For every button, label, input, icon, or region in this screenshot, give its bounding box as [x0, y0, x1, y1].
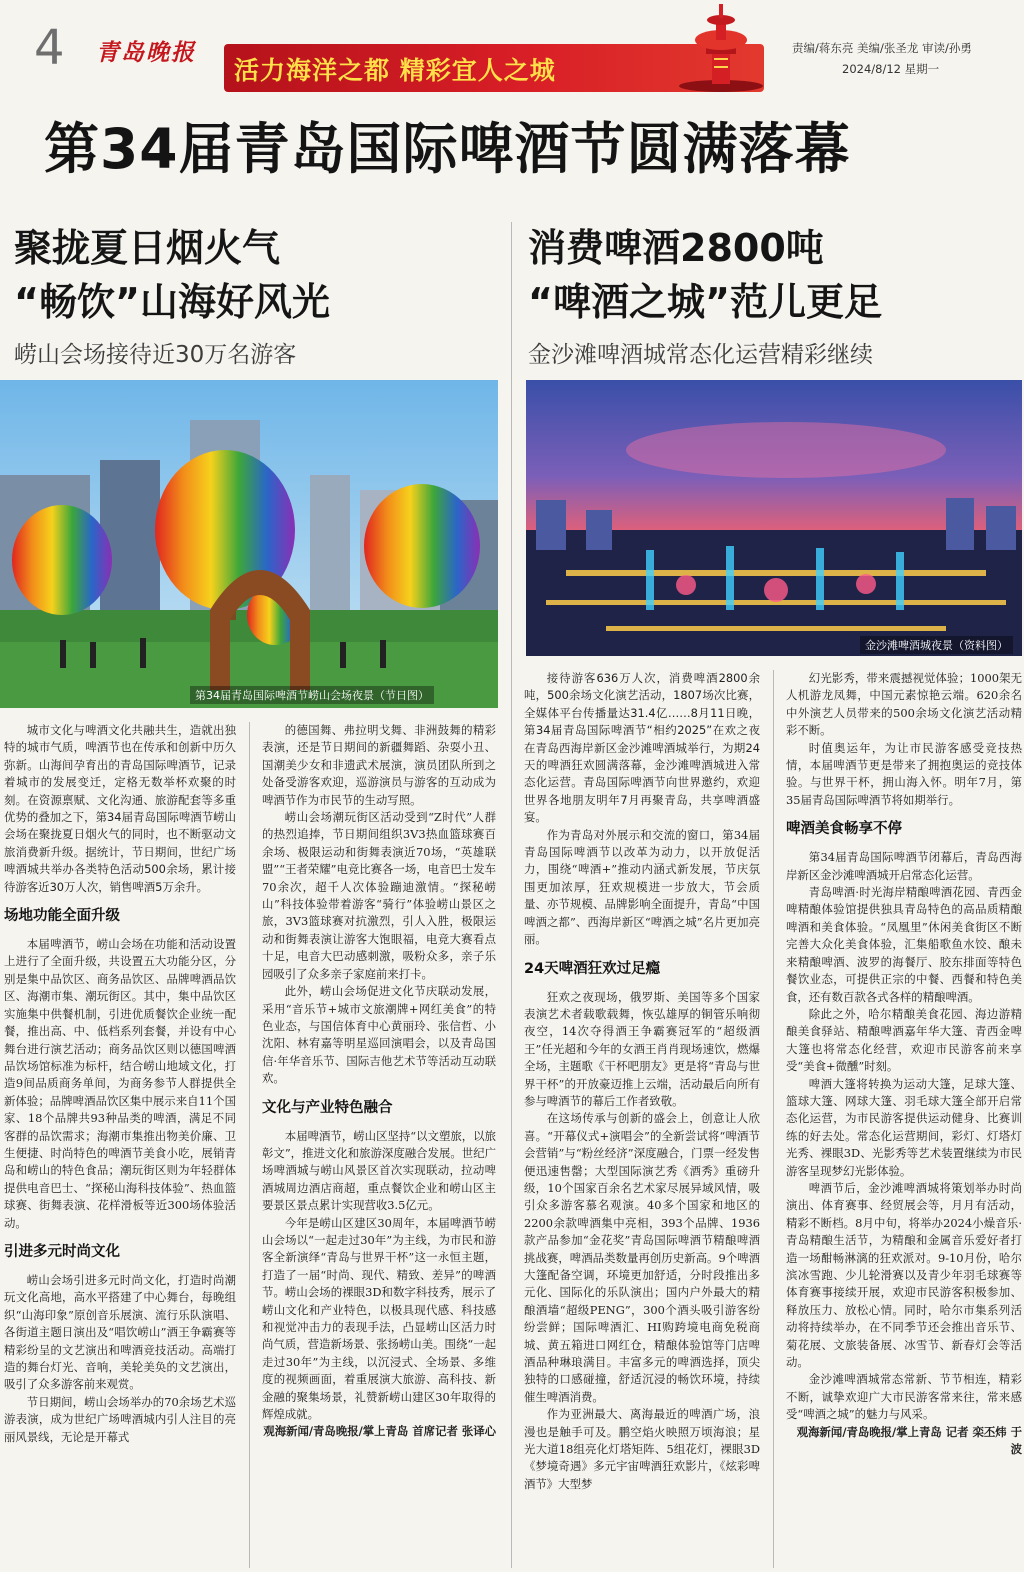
right-subheadline: 金沙滩啤酒城常态化运营精彩继续: [528, 342, 873, 368]
right-paragraph: 时值奥运年，为让市民游客感受竞技热情，本届啤酒节更是带来了拥抱奥运的竞技体验。与世界干杯，拥山海入怀。明年7月，第35届青岛国际啤酒节将如期举行。: [786, 740, 1022, 807]
left-paragraph: 本届啤酒节，崂山区坚持“以文塑旅，以旅彰文”，推进文化和旅游深度融合发展。世纪广场啤酒城与崂山风景区首次实现联动，拉动啤酒城周边酒店商超，重点餐饮企业和崂山区主要景区景点累计实现营收3.5亿元。: [262, 1128, 496, 1213]
right-byline: 观海新闻/青岛晚报/掌上青岛 记者 栾丕炜 于波: [796, 1424, 1022, 1457]
left-byline: 观海新闻/青岛晚报/掌上青岛 首席记者 张译心: [263, 1424, 496, 1439]
beer-city-night-photo: [526, 380, 1022, 656]
left-paragraph: 崂山会场潮玩街区活动受到“Z时代”人群的热烈追捧，节日期间组织3V3热血篮球赛百余场、极限运动和街舞表演近70场，“英雄联盟”“王者荣耀”电竞比赛各一场，电音巴士发车70余次，超千人次体验蹦迪激情。“探秘崂山”科技体验带着游客“骑行”体验崂山景区之旅，3V3篮球赛对抗激烈，引人入胜，极限运动和街舞表演让游客大饱眼福，电竞大赛看点十足，电音大巴动感刺激，吸粉众多，亲子乐园吸引了众多亲子家庭前来打卡。: [262, 810, 496, 981]
left-paragraph: 本届啤酒节，崂山会场在功能和活动设置上进行了全面升级，共设置五大功能分区，分别是集中品饮区、商务品饮区、品牌啤酒品饮区、海潮市集、潮玩街区。其中，集中品饮区实施集中供餐机制，引进优质餐饮企业统一配餐，推出高、中、低档系列套餐，并设有中心舞台进行演艺活动；商务品饮区则以德国啤酒品饮场馆标准为标杆，结合崂山地域文化，打造9间品质商务单间，为商务参节人群提供全新体验；品牌啤酒品饮区集中展示来自11个国家、18个品牌共93种品类的啤酒，满足不同客群的品饮需求；海潮市集推出物美价廉、卫生便捷、时尚特色的啤酒节美食小吃，展销青岛和崂山的特色食品；潮玩街区则为年轻群体提供电音巴士、“探秘山海科技体验”、热血篮球赛、街舞表演、花样滑板等近300场体验活动。: [4, 937, 236, 1230]
editor-credits: [792, 38, 972, 80]
tower-emblem-icon: [676, 2, 766, 94]
left-paragraph: 此外，崂山会场促进文化节庆联动发展，采用“音乐节+城市文旅潮牌+网红美食”的特色业态，与国信体育中心黄丽玲、张信哲、小沈阳、林宥嘉等明星巡回演唱会，以及青岛国信·年华音乐节、国际吉他艺术节等活动互动联欢。: [262, 984, 496, 1086]
left-lead-paragraph: 城市文化与啤酒文化共融共生，造就出独特的城市气质，啤酒节也在传承和创新中历久弥新。山海间孕育出的青岛国际啤酒节，记录着城市的发展变迁，定格无数举杯欢聚的时刻。在资源禀赋、文化沟通、旅游配套等多重优势的叠加之下，第34届青岛国际啤酒节崂山会场在聚拢夏日烟火气的同时，也不断驱动文旅消费新升级。据统计，节日期间，世纪广场啤酒城共举办各类特色活动500余场，累计接待游客近30万人次，销售啤酒5万余升。: [4, 723, 236, 894]
column-divider: [773, 670, 774, 1568]
left-paragraph: 崂山会场引进多元时尚文化，打造时尚潮玩文化高地，高水平搭建了中心舞台，每晚组织“山海印象”原创音乐展演、流行乐队演唱、各街道主题日演出及“唱饮崂山”酒王争霸赛等精彩纷呈的文艺演出和啤酒竞技活动。高端打造的舞台灯光、音响，美轮美奂的文艺演出，吸引了众多游客前来观赏。: [4, 1272, 236, 1392]
left-section-heading-3: 文化与产业特色融合: [262, 1099, 393, 1116]
left-headline-line-1: 聚拢夏日烟火气: [14, 226, 281, 270]
right-article-column-1: [524, 670, 760, 1568]
main-headline: 第34届青岛国际啤酒节圆满落幕: [44, 117, 851, 181]
column-divider: [249, 722, 250, 1568]
issue-date: 2024/8/12 星期一: [842, 62, 940, 76]
right-paragraph: 在这场传承与创新的盛会上，创意让人欣喜。“开幕仪式+演唱会”的全新尝试将“啤酒节会营销”与“粉丝经济”深度融合，门票一经发售便迅速售罄；大型国际演艺秀《酒秀》重磅升级，10个国家百余名艺术家尽展异域风情，吸引众多游客慕名观演。40多个国家和地区的2200余款啤酒集中亮相，393个品牌、1936款产品参加“金花奖”青岛国际啤酒节精酿啤酒挑战赛，啤酒品类数量再创历史新高。9个啤酒大篷配备空调，环境更加舒适，分时段推出多元化、国际化的乐队演出；国内户外最大的精酿酒墙“超级PENG”，300个酒头吸引游客纷纷尝鲜；国际啤酒汇、HI购跨境电商免税商城、黄五箱进口网红仓，精酿体验馆等门店啤酒品种琳琅满目。丰富多元的啤酒选择，顶尖独特的口感碰撞，舒适沉浸的畅饮环境，持续催生啤酒消费。: [524, 1111, 760, 1404]
masthead-logo: 青岛晚报: [96, 39, 196, 66]
right-section-heading-2: 啤酒美食畅享不停: [786, 821, 902, 838]
page-number: 4: [34, 20, 65, 76]
right-photo-caption: 金沙滩啤酒城夜景（资料图）: [860, 636, 1013, 654]
slogan-text: 活力海洋之都 精彩宜人之城: [234, 56, 556, 85]
right-paragraph: 作为亚洲最大、离海最近的啤酒广场，浪漫也是触手可及。鹏空焰火映照万顷海浪；星光大道18组亮化灯塔矩阵、5组花灯，裸眼3D《梦境奇遇》多元宇宙啤酒狂欢影片，《炫彩啤酒节》大型梦: [524, 1407, 760, 1491]
hot-air-balloon-photo: [0, 380, 498, 708]
left-subheadline: 崂山会场接待近30万名游客: [14, 342, 297, 368]
right-paragraph: 青岛啤酒·时光海岸精酿啤酒花园、青西金啤精酿体验馆提供独具青岛特色的高品质精酿啤酒和美食体验。“凤凰里”休闲美食街区不断完善大众化美食体验，汇集船歌鱼水饺、酿未来精酿啤酒、波罗的海餐厅、胶东排面等特色餐饮业态，可提供正宗的中餐、西餐和特色美食，还有数百款各式各样的精酿啤酒。: [786, 885, 1022, 1004]
left-headline-line-2: “畅饮”山海好风光: [14, 280, 330, 324]
left-photo-caption: 第34届青岛国际啤酒节崂山会场夜景（节日图）: [190, 686, 434, 704]
article-divider: [511, 222, 512, 1568]
right-paragraph: 第34届青岛国际啤酒节闭幕后，青岛西海岸新区金沙滩啤酒城开启常态化运营。: [786, 850, 1022, 882]
right-article-column-2: [786, 670, 1022, 1568]
left-paragraph: 今年是崂山区建区30周年，本届啤酒节崂山会场以“一起走过30年”为主线，为市民和游客全新演绎“青岛与世界干杯”这一永恒主题，打造了一届“时尚、现代、精致、差异”的啤酒节。崂山会场的裸眼3D和数字科技秀，展示了崂山文化和产业特色，以极具现代感、科技感和视觉冲击力的表现手法，凸显崂山区活力时尚气质，营造新场景、张扬崂山美。围绕“一起走过30年”为主线，以沉浸式、全场景、多维度的视频画面，着重展演大旅游、高科技、新金融的聚集场景，礼赞新崂山建区30年取得的辉煌成就。: [262, 1215, 496, 1422]
right-paragraph: 啤酒大篷将转换为运动大篷，足球大篷、篮球大篷、网球大篷、羽毛球大篷全部开启常态化运营，为市民游客提供运动健身、比赛训练的好去处。常态化运营期间，彩灯、灯塔灯光秀、裸眼3D、光影秀等艺术装置继续为市民游客呈现梦幻光影体验。: [786, 1076, 1022, 1178]
right-paragraph: 金沙滩啤酒城常态常新、节节相连，精彩不断，诚挚欢迎广大市民游客常来往，常来感受“啤酒之城”的魅力与风采。: [786, 1372, 1022, 1422]
right-lead-paragraph: 接待游客636万人次，消费啤酒2800余吨，500余场文化演艺活动，1807场次比赛，全媒体平台传播量达31.4亿……8月11日晚，第34届青岛国际啤酒节“相约2025”在欢之夜在青岛西海岸新区金沙滩啤酒城举行，为期24天的啤酒狂欢圆满落幕，金沙滩啤酒城进入常态化运营。青岛国际啤酒节向世界邀约，欢迎世界各地朋友明年7月再聚青岛，共享啤酒盛宴。: [524, 671, 760, 825]
right-paragraph: 除此之外，哈尔精酿美食花园、海边游精酿美食驿站、精酿啤酒嘉年华大篷、青西金啤大篷也将常态化经营，欢迎市民游客前来享受“美食+微醺”时刻。: [786, 1006, 1022, 1074]
right-paragraph: 作为青岛对外展示和交流的窗口，第34届青岛国际啤酒节以改革为动力，以开放促活力，围绕“啤酒+”推动内涵式新发展，节庆氛围更加浓厚，狂欢规模进一步放大，节会质量、亦节规模、品牌影响全面提升，青岛“中国啤酒之都”、西海岸新区“啤酒之城”名片更加亮丽。: [524, 827, 760, 947]
right-paragraph: 啤酒节后，金沙滩啤酒城将策划举办时尚演出、体育赛事、经贸展会等，月月有活动，精彩不断档。8月中旬，将举办2024小燥音乐·青岛精酿生活节，为精酿和金属音乐爱好者打造一场酣畅淋漓的狂欢派对。9-10月份，哈尔滨冰雪跑、少儿轮滑赛以及青少年羽毛球赛等体育赛事接续开展，欢迎市民游客积极参加、释放压力、放松心情。同时，哈尔市集系列活动将持续举办，在不同季节还会推出音乐节、菊花展、文旅装备展、冰雪节、新春灯会等活动。: [786, 1180, 1022, 1370]
left-section-heading-2: 引进多元时尚文化: [4, 1243, 120, 1260]
right-paragraph: 狂欢之夜现场，俄罗斯、美国等多个国家表演艺术者载歌载舞，恢弘雄厚的铜管乐响彻夜空，14次夺得酒王争霸赛冠军的“超级酒王”任光超和今年的女酒王肖肖现场速饮，燃爆全场，主题歌《干杯吧朋友》更是将“青岛与世界干杯”的开放豪迈推上云端，活动最后向所有参与啤酒节的幕后工作者致敬。: [524, 989, 760, 1108]
right-headline-line-1: 消费啤酒2800吨: [528, 226, 824, 270]
left-paragraph: 节日期间，崂山会场举办的70余场艺术巡游表演，成为世纪广场啤酒城内引人注目的亮丽风景线，无论是开幕式: [4, 1394, 236, 1444]
left-article-column-1: [4, 722, 236, 1568]
left-section-heading-1: 场地功能全面升级: [4, 908, 120, 925]
left-article-column-2: [262, 722, 496, 1568]
credits-line: 责编/蒋东亮 美编/张圣龙 审读/孙勇: [792, 41, 972, 55]
right-section-heading-1: 24天啤酒狂欢过足瘾: [524, 960, 661, 977]
right-headline-line-2: “啤酒之城”范儿更足: [528, 280, 882, 324]
left-paragraph: 的德国舞、弗拉明戈舞、非洲鼓舞的精彩表演，还是节日期间的新疆舞蹈、杂耍小丑、国潮美少女和非遗武术展演，演员团队所到之处备受游客欢迎，巡游演员与游客的互动成为啤酒节作为市民节的生动写照。: [262, 723, 496, 807]
right-paragraph: 幻光影秀，带来震撼视觉体验；1000架无人机游龙凤舞，中国元素惊艳云端。620余名中外演艺人员带来的500余场文化演艺活动精彩不断。: [786, 671, 1022, 738]
